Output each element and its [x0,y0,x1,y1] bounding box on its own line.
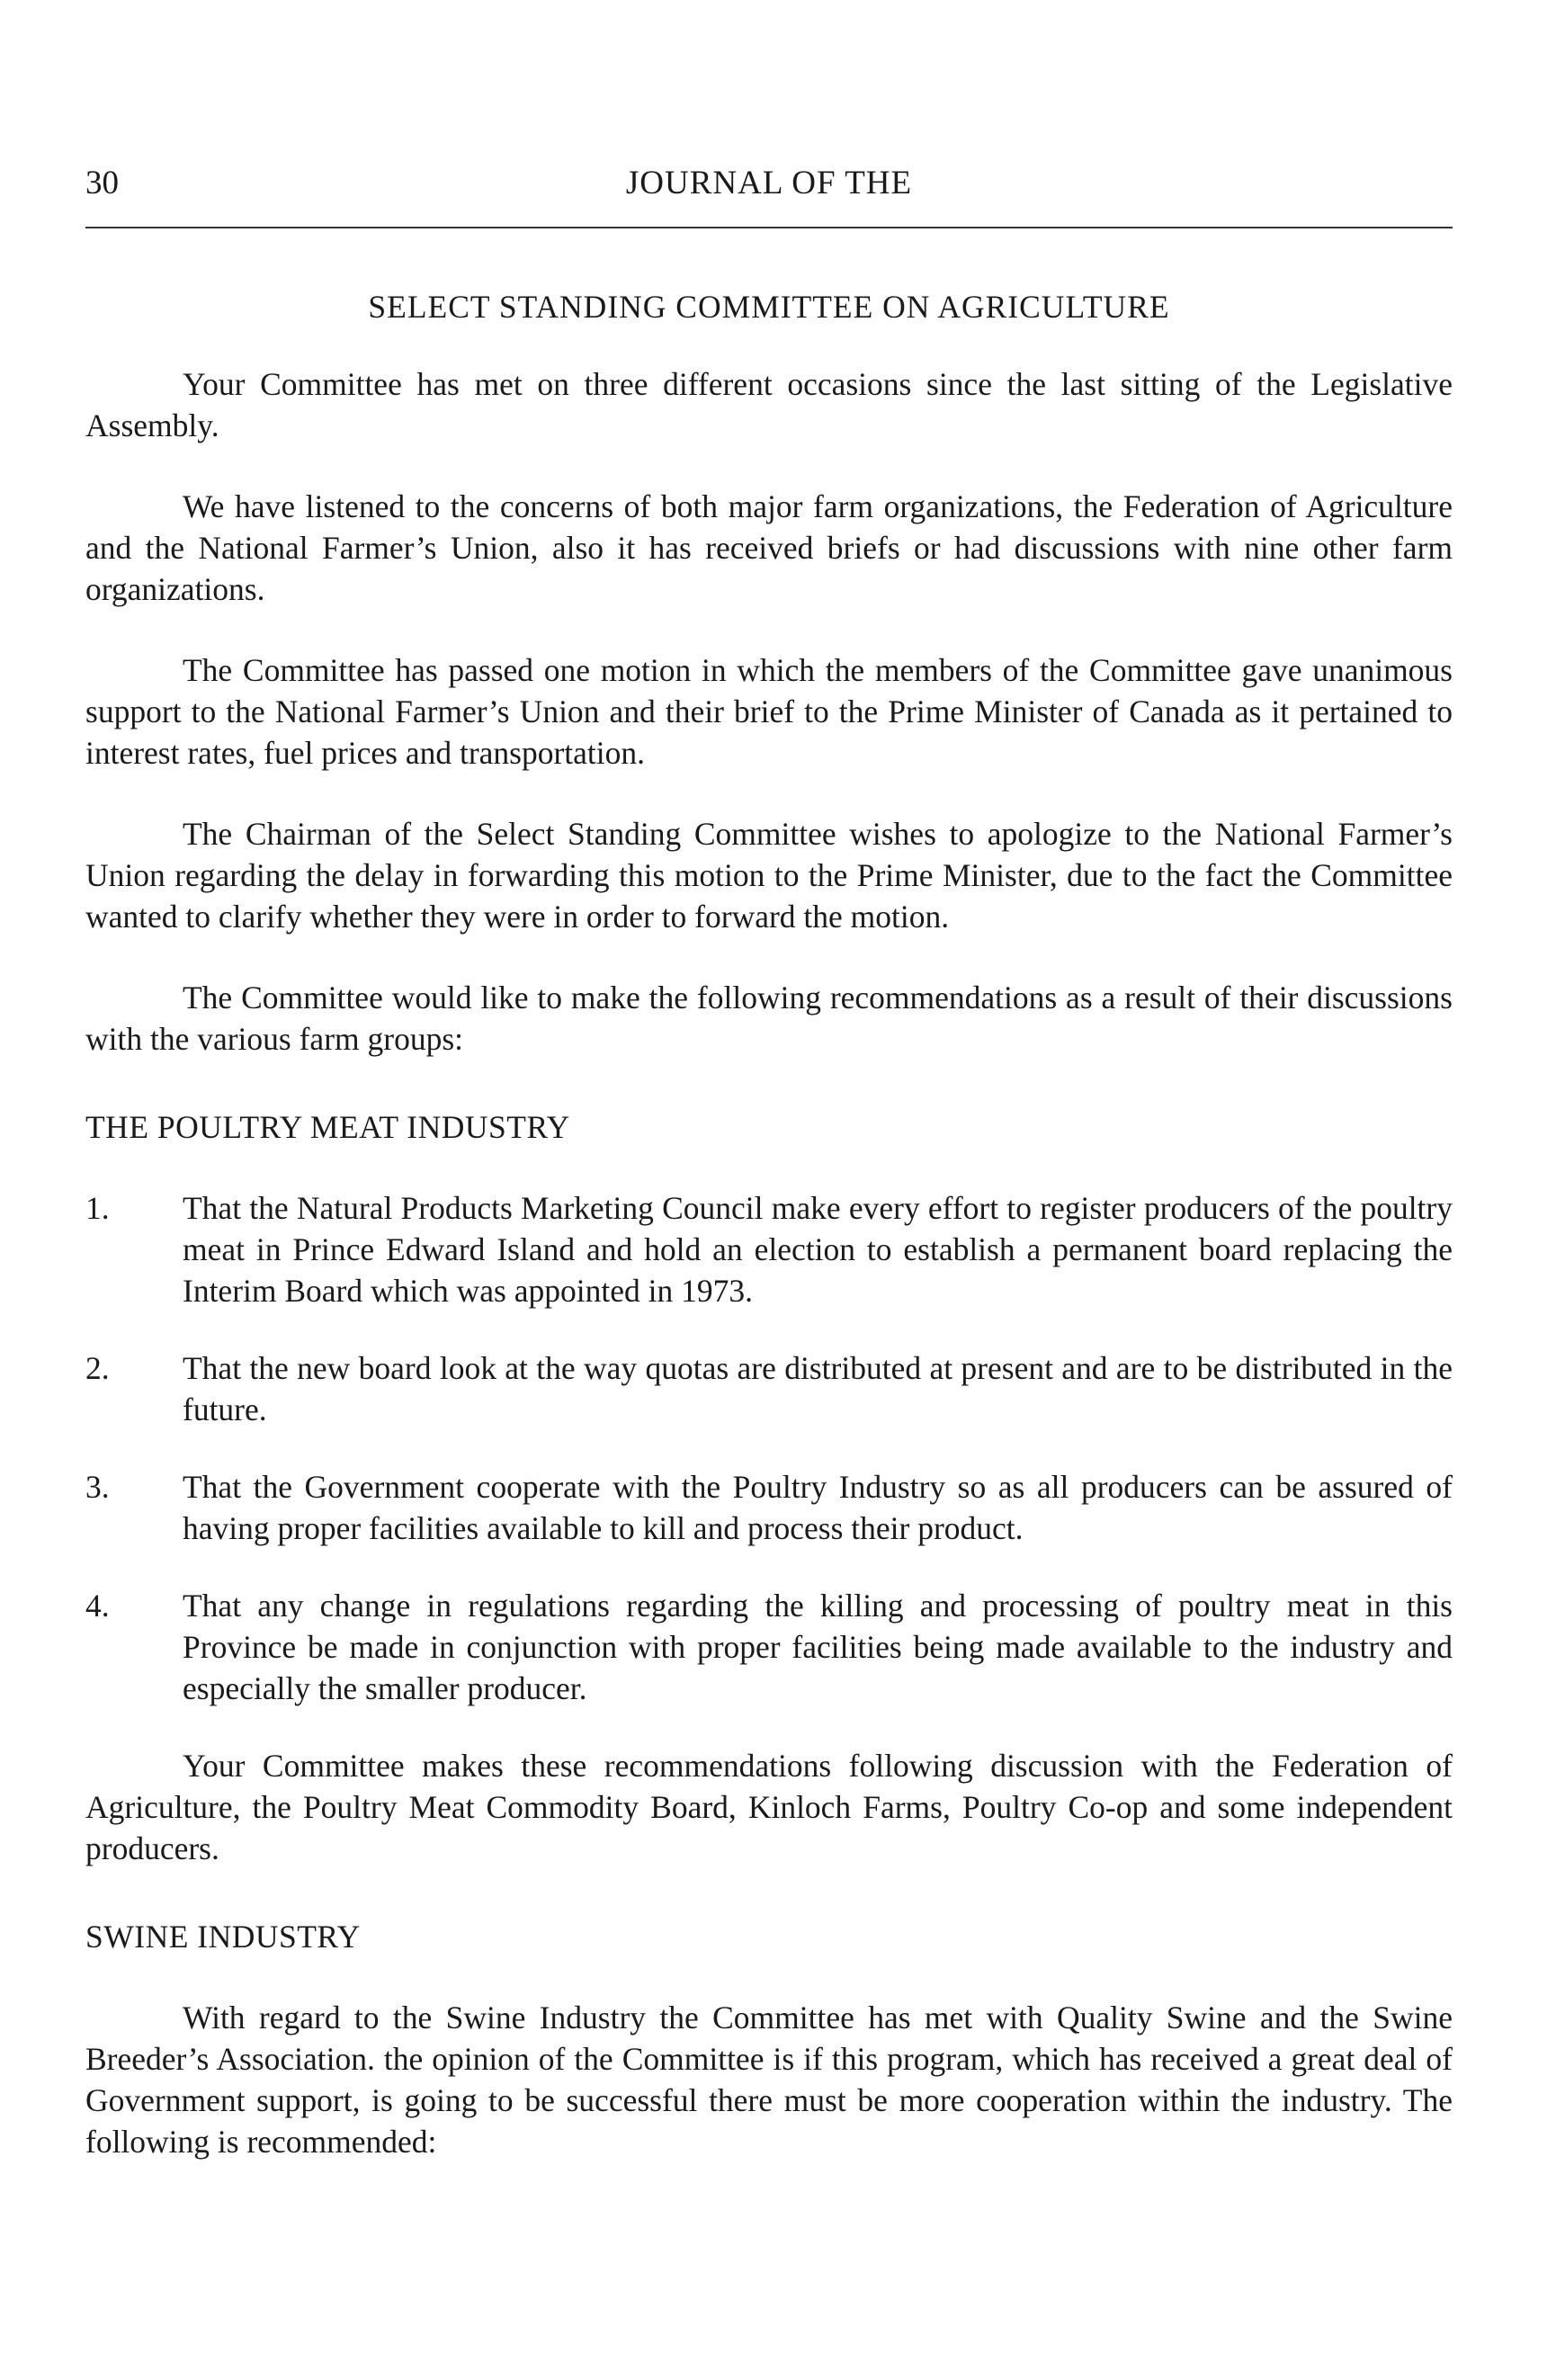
document-page [85,0,1453,2380]
paragraph-concerns: We have listened to the concerns of both major farm organizations, the Federation of Agriculture and the National Farmer’s Union, also it has received briefs or had discussions with nine other farm organizations. [85,488,1453,607]
document-body [85,286,1453,2202]
page-number: 30 [85,165,119,201]
list-item [85,1187,1453,1311]
paragraph-apology: The Chairman of the Select Standing Committee wishes to apologize to the National Farmer’s Union regarding the delay in forwarding this motion to the Prime Minister, due to the fact the Committee wanted to clarify whether they were in order to forward the motion. [85,816,1453,935]
list-item [85,1466,1453,1549]
list-item-text: That the Government cooperate with the Poultry Industry so as all producers can be assured of having proper facilities available to kill and process their product. [183,1469,1453,1546]
list-item-number: 2. [85,1350,110,1386]
list-item [85,1585,1453,1709]
list-item [85,1347,1453,1430]
list-item-number: 1. [85,1190,110,1226]
running-header [85,164,1453,209]
journal-title: JOURNAL OF THE [625,165,913,201]
list-item-text: That the Natural Products Marketing Council make every effort to register producers of the poultry meat in Prince Edward Island and hold an election to establish a permanent board replacing the Interim Board which was appointed in 1973. [183,1190,1453,1309]
paragraph-swine: With regard to the Swine Industry the Committee has met with Quality Swine and the Swine Breeder’s Association. the opinion of the Committee is if this program, which has received a great deal of Government support, is going to be successful there must be more cooperation within the industry. The following is recommended: [85,2000,1453,2160]
heading-poultry-meat-industry: THE POULTRY MEAT INDUSTRY [85,1109,570,1145]
list-item-text: That the new board look at the way quotas are distributed at present and are to be distributed in the future. [183,1350,1453,1427]
list-item-number: 3. [85,1469,110,1505]
list-item-text: That any change in regulations regarding the killing and processing of poultry meat in this Province be made in conjunction with proper facilities being made available to the industry and especially the smaller producer. [183,1588,1453,1706]
paragraph-poultry-closing: Your Committee makes these recommendations following discussion with the Federation of Agriculture, the Poultry Meat Commodity Board, Kinloch Farms, Poultry Co-op and some independent producers. [85,1748,1453,1866]
header-rule [85,227,1453,228]
paragraph-motion: The Committee has passed one motion in which the members of the Committee gave unanimous support to the National Farmer’s Union and their brief to the Prime Minister of Canada as it pertained to interest rates, fuel prices and transportation. [85,652,1453,771]
list-item-number: 4. [85,1588,110,1624]
heading-swine-industry: SWINE INDUSTRY [85,1919,361,1955]
paragraph-meetings: Your Committee has met on three different occasions since the last sitting of the Legislative Assembly. [85,366,1453,443]
paragraph-recommendations-intro: The Committee would like to make the following recommendations as a result of their discussions with the various farm groups: [85,980,1453,1057]
section-title: SELECT STANDING COMMITTEE ON AGRICULTURE [368,289,1170,325]
